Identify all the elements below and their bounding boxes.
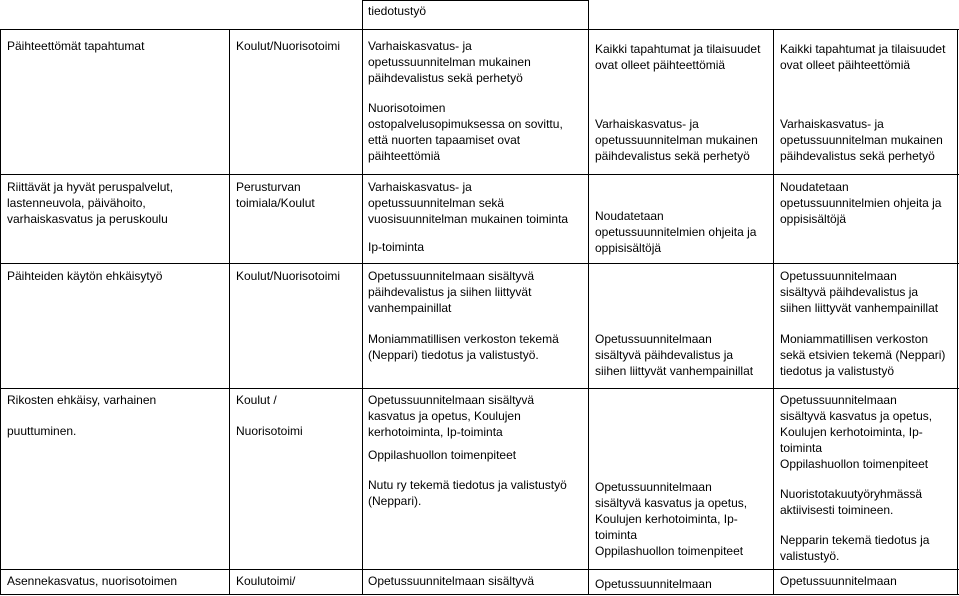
row-target: puuttuminen. bbox=[7, 424, 77, 438]
row-responsible: Koulut / bbox=[236, 393, 277, 407]
row-evaluation: Moniammatillisen verkoston sekä etsivien tekemä (Neppari) tiedotus ja valistustyö bbox=[780, 332, 946, 378]
row-target: Riittävät ja hyvät peruspalvelut, lastenneuvola, päivähoito, varhaiskasvatus ja peruskoulu bbox=[7, 180, 174, 226]
row-responsible: Perusturvan toimiala/Koulut bbox=[236, 180, 315, 210]
row-responsible: Koulut/Nuorisotoimi bbox=[236, 39, 341, 53]
row-evaluation: Varhaiskasvatus- ja opetussuunnitelman mukainen päihdevalistus sekä perhetyö bbox=[780, 117, 943, 163]
rule-row2 bbox=[0, 174, 959, 175]
row-target: Rikosten ehkäisy, varhainen bbox=[7, 393, 157, 407]
rule-col0 bbox=[0, 29, 1, 595]
rule-row1 bbox=[0, 29, 959, 30]
row-responsible: Koulut/Nuorisotoimi bbox=[236, 269, 341, 283]
row-action: Varhaiskasvatus- ja opetussuunnitelman sekä vuosisuunnitelman mukainen toiminta bbox=[368, 180, 569, 226]
row-action: Nuorisotoimen ostopalvelusopimuksessa on sovittu, että nuorten tapaamiset ovat päihteettömiä bbox=[368, 101, 563, 163]
row-action: Opetussuunnitelmaan sisältyvä bbox=[368, 574, 535, 588]
rule-bottom bbox=[0, 594, 959, 595]
row-evaluation: Kaikki tapahtumat ja tilaisuudet ovat olleet päihteettömiä bbox=[780, 42, 946, 72]
row-evaluation: Nuoristotakuutyöryhmässä aktiivisesti toimineen. bbox=[780, 487, 923, 517]
row-action: Ip-toiminta bbox=[368, 240, 425, 254]
row-responsible: Nuorisotoimi bbox=[236, 424, 303, 438]
row-implementation: Varhaiskasvatus- ja opetussuunnitelman mukainen päihdevalistus sekä perhetyö bbox=[595, 117, 758, 163]
row-implementation: Opetussuunnitelmaan sisältyvä päihdevalistus ja siihen liittyvät vanhempainillat bbox=[595, 332, 754, 378]
row-implementation: Noudatetaan opetussuunnitelmien ohjeita ja oppisisältöjä bbox=[595, 209, 757, 255]
row-action: Opetussuunnitelmaan sisältyvä kasvatus ja opetus, Koulujen kerhotoiminta, Ip-toiminta bbox=[368, 393, 535, 439]
rule-col3 bbox=[588, 0, 589, 595]
row-evaluation: Opetussuunnitelmaan sisältyvä päihdevalistus ja siihen liittyvät vanhempainillat bbox=[780, 269, 939, 315]
top-cell: tiedotustyö bbox=[368, 4, 427, 18]
rule-row5 bbox=[0, 569, 959, 570]
row-action: Varhaiskasvatus- ja opetussuunnitelman mukainen päihdevalistus sekä perhetyö bbox=[368, 39, 531, 85]
row-implementation: Kaikki tapahtumat ja tilaisuudet ovat olleet päihteettömiä bbox=[595, 42, 761, 72]
row-evaluation: Opetussuunnitelmaan bbox=[780, 574, 897, 588]
row-evaluation: Nepparin tekemä tiedotus ja valistustyö. bbox=[780, 533, 930, 563]
rule-top bbox=[362, 0, 588, 1]
row-evaluation: Noudatetaan opetussuunnitelmien ohjeita ja oppisisältöjä bbox=[780, 180, 942, 226]
row-implementation: Opetussuunnitelmaan sisältyvä kasvatus ja opetus, Koulujen kerhotoiminta, Ip- toiminta Oppilashuollon toimenpiteet bbox=[595, 480, 748, 558]
row-action: Nutu ry tekemä tiedotus ja valistustyö (Neppari). bbox=[368, 478, 567, 508]
row-action: Opetussuunnitelmaan sisältyvä päihdevalistus ja siihen liittyvät vanhempainillat bbox=[368, 269, 535, 315]
rule-col1 bbox=[229, 29, 230, 595]
row-target: Päihteiden käytön ehkäisytyö bbox=[7, 269, 163, 283]
row-action: Moniammatillisen verkoston tekemä (Neppari) tiedotus ja valistustyö. bbox=[368, 332, 559, 362]
rule-row3 bbox=[0, 263, 959, 264]
row-implementation: Opetussuunnitelmaan bbox=[595, 577, 712, 591]
row-evaluation: Opetussuunnitelmaan sisältyvä kasvatus ja opetus, Koulujen kerhotoiminta, Ip- toiminta Oppilashuollon toimenpiteet bbox=[780, 393, 933, 471]
row-target: Päihteettömät tapahtumat bbox=[7, 39, 145, 53]
rule-col2 bbox=[362, 0, 363, 595]
rule-col4 bbox=[773, 29, 774, 595]
row-action: Oppilashuollon toimenpiteet bbox=[368, 448, 517, 462]
row-responsible: Koulutoimi/ bbox=[236, 574, 296, 588]
rule-col5 bbox=[957, 29, 958, 595]
row-target: Asennekasvatus, nuorisotoimen bbox=[7, 574, 178, 588]
rule-row4 bbox=[0, 388, 959, 389]
